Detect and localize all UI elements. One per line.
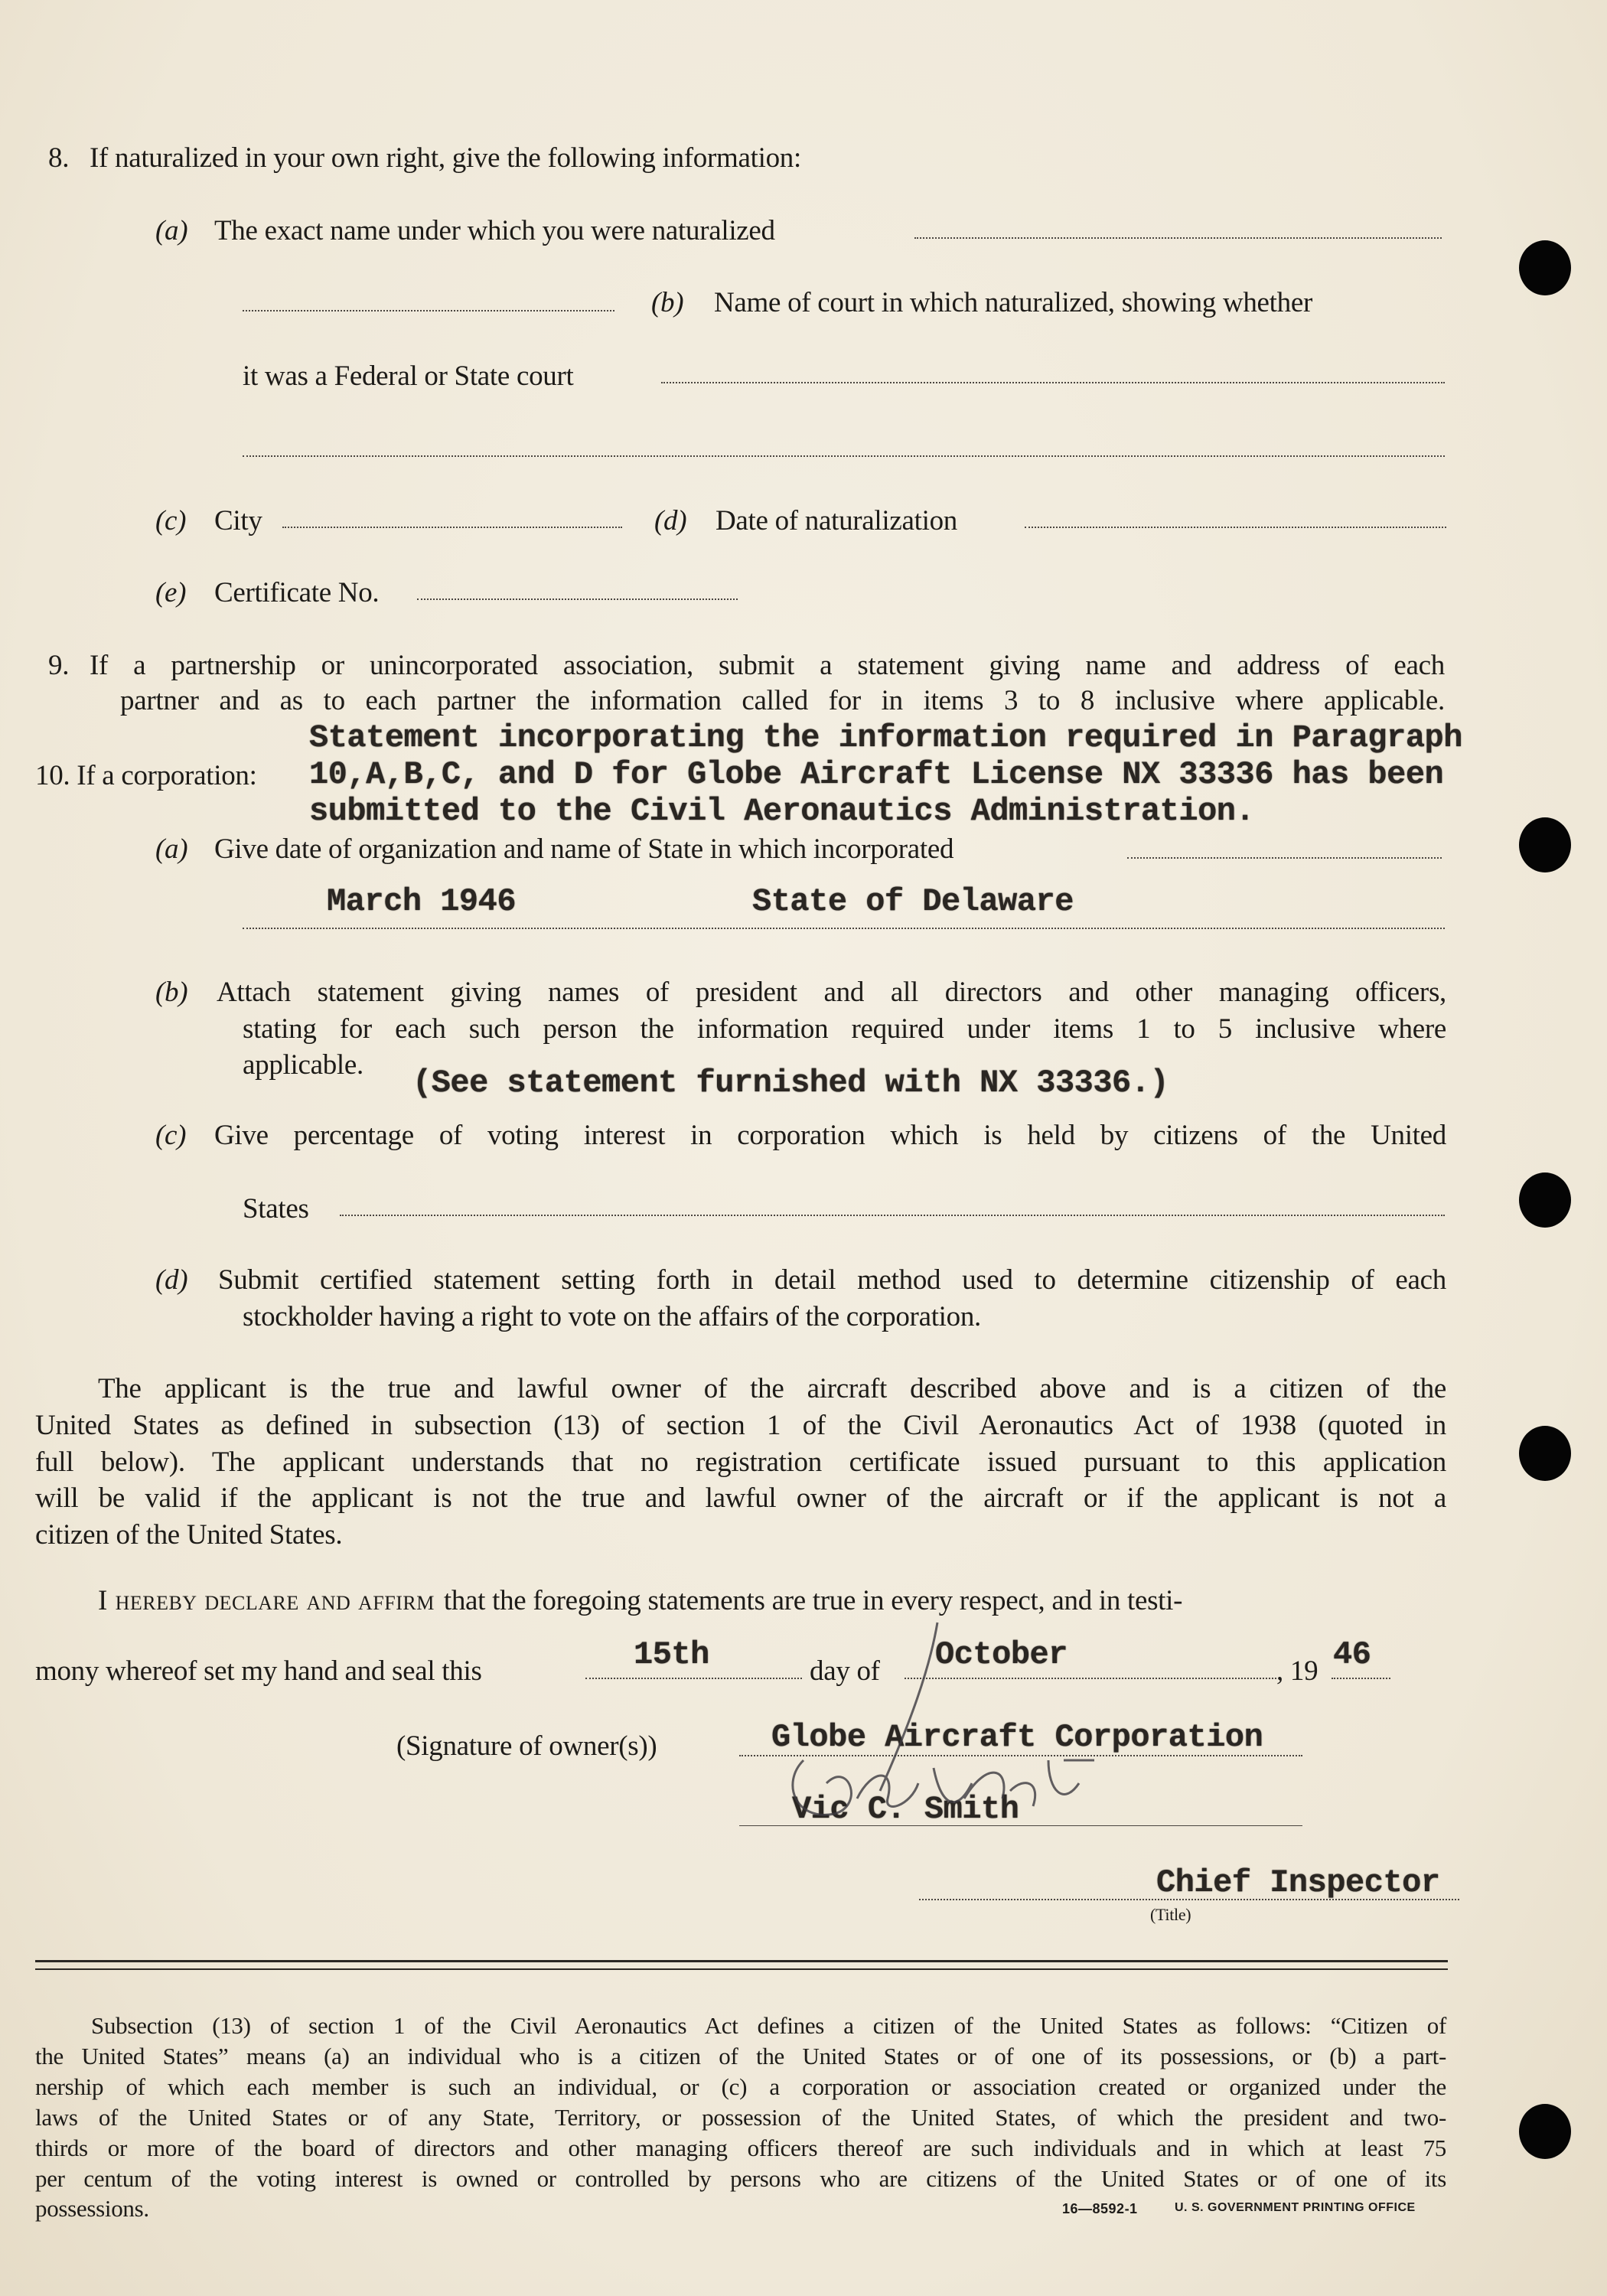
item-10d-label: (d) [155, 1264, 188, 1296]
handwritten-signature [758, 1607, 1140, 1837]
footnote-line: thirds or more of the board of directors and other managing officers thereof are such individuals and in which at least 75 [35, 2135, 1446, 2161]
item-8b-label: (b) [651, 287, 684, 318]
divider [35, 1968, 1448, 1970]
item-10b-line: Attach statement giving names of president and all directors and other managing officers, [217, 977, 1446, 1008]
day-of-label: day of [810, 1655, 880, 1687]
declaration-caps: I hereby declare and affirm [98, 1585, 435, 1616]
item-10c-cont: States [243, 1193, 309, 1225]
item-9-line: If a partnership or unincorporated association, submit a statement giving name and address of each [90, 650, 1445, 681]
punch-hole [1519, 1172, 1571, 1228]
item-8c-label: (c) [155, 505, 187, 536]
footnote-line: nership of which each member is such an individual, or (c) a corporation or association created or organized under the [35, 2073, 1446, 2100]
year-field[interactable] [1332, 1678, 1390, 1679]
year-prefix: , 19 [1276, 1655, 1319, 1687]
item-8b-text: Name of court in which naturalized, showing whether [714, 287, 1313, 318]
typed-statement-line: 10,A,B,C, and D for Globe Aircraft License NX 33336 has been [309, 756, 1444, 793]
certificate-field[interactable] [417, 598, 738, 600]
ownership-line: full below). The applicant understands that no registration certificate issued pursuant to this application [35, 1446, 1446, 1478]
court-field[interactable] [661, 382, 1445, 383]
item-10c-label: (c) [155, 1120, 187, 1151]
ownership-line: will be valid if the applicant is not the true and lawful owner of the aircraft or if the applicant is not a [35, 1482, 1446, 1514]
item-10-label: 10. If a corporation: [35, 760, 257, 791]
footnote-line: laws of the United States or of any State, Territory, or possession of the United States, of which the president and two- [35, 2104, 1446, 2131]
item-10d-line: stockholder having a right to vote on the affairs of the corporation. [243, 1301, 982, 1332]
printer-credit: U. S. GOVERNMENT PRINTING OFFICE [1175, 2201, 1416, 2214]
incorporation-state: State of Delaware [752, 883, 1074, 920]
item-8b-cont: it was a Federal or State court [243, 360, 574, 392]
item-10c-text: Give percentage of voting interest in corporation which is held by citizens of the United [214, 1120, 1446, 1151]
signer-name: Vic C. Smith [792, 1791, 1019, 1828]
item-10b-line: stating for each such person the information required under items 1 to 5 inclusive where [243, 1013, 1446, 1045]
title-field[interactable] [919, 1899, 1459, 1900]
owner-company: Globe Aircraft Corporation [771, 1719, 1263, 1756]
naturalization-date-field[interactable] [1025, 527, 1446, 528]
title-label: (Title) [1150, 1905, 1191, 1924]
item-8a-text: The exact name under which you were naturalized [214, 215, 775, 246]
footnote-line: the United States” means (a) an individual who is a citizen of the United States or of one of its possessions, or (b) a part- [35, 2043, 1446, 2069]
incorporation-field-cont[interactable] [243, 928, 1445, 929]
divider [35, 1960, 1448, 1962]
city-field[interactable] [282, 527, 622, 528]
typed-statement-line: Statement incorporating the information required in Paragraph [309, 719, 1462, 756]
item-8c-text: City [214, 505, 262, 536]
signature-label: (Signature of owner(s)) [396, 1730, 657, 1762]
item-8e-label: (e) [155, 577, 187, 608]
item-9-number: 9. [48, 650, 70, 681]
item-10b-label: (b) [155, 977, 188, 1008]
incorporation-field[interactable] [1127, 857, 1442, 859]
punch-hole [1519, 240, 1571, 295]
year-value: 46 [1333, 1636, 1371, 1673]
item-10a-text: Give date of organization and name of State in which incorporated [214, 833, 954, 865]
punch-hole [1519, 2104, 1571, 2159]
form-code: 16—8592-1 [1062, 2201, 1138, 2216]
item-8a-label: (a) [155, 215, 188, 246]
footnote-line: Subsection (13) of section 1 of the Civil Aeronautics Act defines a citizen of the United States as follows: “Citizen of [91, 2012, 1446, 2039]
typed-statement-line: submitted to the Civil Aeronautics Administration. [309, 793, 1255, 830]
signer-title: Chief Inspector [1156, 1864, 1440, 1901]
item-8-number: 8. [48, 142, 70, 174]
item-10b-line: applicable. [243, 1049, 363, 1081]
voting-interest-field[interactable] [340, 1215, 1445, 1216]
item-9-line: partner and as to each partner the information called for in items 3 to 8 inclusive where applicable. [120, 685, 1445, 716]
item-10d-line: Submit certified statement setting forth in detail method used to determine citizenship of each [218, 1264, 1446, 1296]
declaration-line-2: mony whereof set my hand and seal this [35, 1655, 482, 1687]
item-8-heading: If naturalized in your own right, give the following information: [90, 142, 801, 174]
punch-hole [1519, 1426, 1571, 1481]
item-8e-text: Certificate No. [214, 577, 380, 608]
incorporation-date: March 1946 [327, 883, 517, 920]
day-value: 15th [634, 1636, 709, 1673]
punch-hole [1519, 817, 1571, 872]
ownership-line: United States as defined in subsection (13) of section 1 of the Civil Aeronautics Act of 1938 (quoted in [35, 1410, 1446, 1441]
court-field-cont[interactable] [243, 455, 1445, 457]
naturalized-name-field-cont[interactable] [243, 310, 614, 311]
footnote-line: per centum of the voting interest is owned or controlled by persons who are citizens of the United States or of one of its [35, 2165, 1446, 2192]
item-8d-label: (d) [654, 505, 687, 536]
footnote-line: possessions. [35, 2195, 149, 2222]
typed-see-statement: (See statement furnished with NX 33336.) [412, 1065, 1169, 1101]
declaration-text: that the foregoing statements are true in every respect, and in testi- [443, 1585, 1183, 1616]
item-8d-text: Date of naturalization [715, 505, 957, 536]
item-10a-label: (a) [155, 833, 188, 865]
naturalized-name-field[interactable] [914, 237, 1442, 239]
ownership-line: citizen of the United States. [35, 1519, 343, 1551]
ownership-line: The applicant is the true and lawful owner of the aircraft described above and is a citizen of the [98, 1373, 1446, 1404]
month-value: October [935, 1636, 1068, 1673]
